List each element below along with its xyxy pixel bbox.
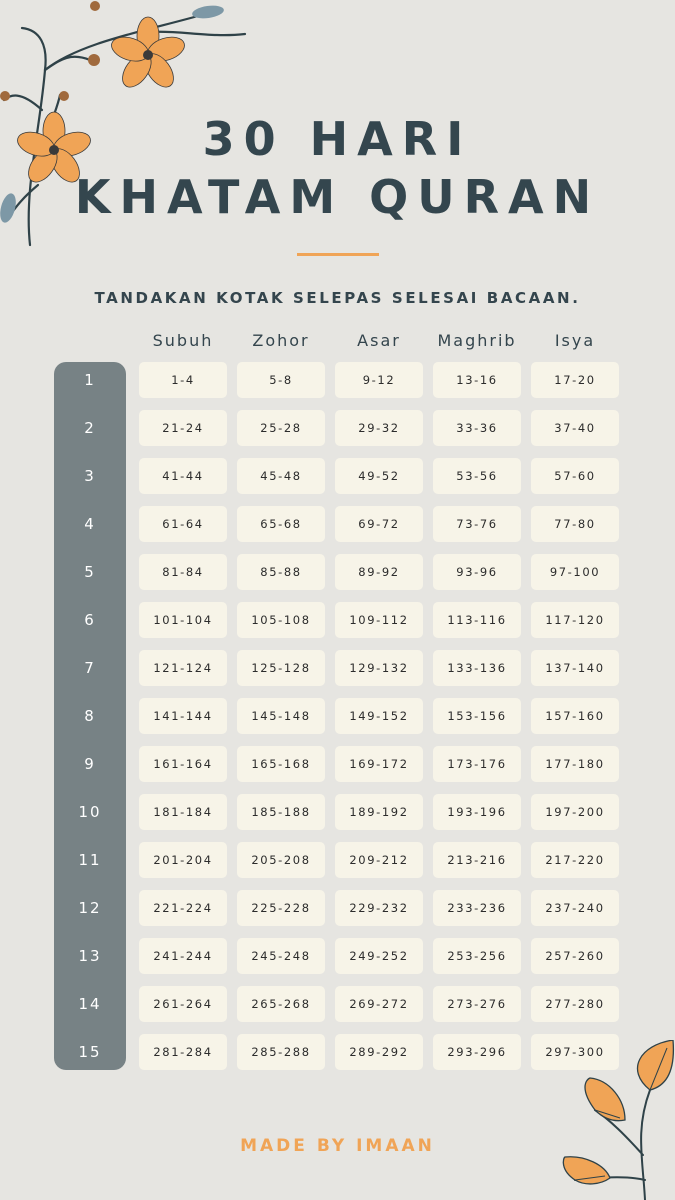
reading-checkbox-cell[interactable]: 241-244 [139, 938, 227, 974]
reading-checkbox-cell[interactable]: 85-88 [237, 554, 325, 590]
reading-checkbox-cell[interactable]: 225-228 [237, 890, 325, 926]
reading-checkbox-cell[interactable]: 125-128 [237, 650, 325, 686]
footer-credit: MADE BY IMAAN [240, 1136, 435, 1156]
reading-checkbox-cell[interactable]: 49-52 [335, 458, 423, 494]
reading-checkbox-cell[interactable]: 13-16 [433, 362, 521, 398]
reading-checkbox-cell[interactable]: 89-92 [335, 554, 423, 590]
reading-checkbox-cell[interactable]: 105-108 [237, 602, 325, 638]
reading-checkbox-cell[interactable]: 273-276 [433, 986, 521, 1022]
reading-checkbox-cell[interactable]: 45-48 [237, 458, 325, 494]
day-number: 10 [78, 803, 102, 821]
reading-checkbox-cell[interactable]: 293-296 [433, 1034, 521, 1070]
reading-checkbox-cell[interactable]: 149-152 [335, 698, 423, 734]
reading-checkbox-cell[interactable]: 141-144 [139, 698, 227, 734]
reading-checkbox-cell[interactable]: 197-200 [531, 794, 619, 830]
reading-checkbox-cell[interactable]: 221-224 [139, 890, 227, 926]
instruction-text: TANDAKAN KOTAK SELEPAS SELESAI BACAAN. [94, 289, 581, 307]
reading-checkbox-cell[interactable]: 121-124 [139, 650, 227, 686]
reading-checkbox-cell[interactable]: 193-196 [433, 794, 521, 830]
reading-checkbox-cell[interactable]: 5-8 [237, 362, 325, 398]
reading-checkbox-cell[interactable]: 201-204 [139, 842, 227, 878]
reading-checkbox-cell[interactable]: 33-36 [433, 410, 521, 446]
reading-checkbox-cell[interactable]: 101-104 [139, 602, 227, 638]
day-number: 6 [84, 611, 96, 629]
reading-checkbox-cell[interactable]: 137-140 [531, 650, 619, 686]
column-header-asar: Asar [357, 331, 401, 350]
reading-checkbox-cell[interactable]: 253-256 [433, 938, 521, 974]
day-number: 14 [78, 995, 102, 1013]
reading-checkbox-cell[interactable]: 217-220 [531, 842, 619, 878]
reading-checkbox-cell[interactable]: 109-112 [335, 602, 423, 638]
reading-checkbox-cell[interactable]: 285-288 [237, 1034, 325, 1070]
day-number: 9 [84, 755, 96, 773]
reading-checkbox-cell[interactable]: 237-240 [531, 890, 619, 926]
day-number: 11 [78, 851, 102, 869]
day-number: 15 [78, 1043, 102, 1061]
title-line-2: KHATAM QURAN [74, 170, 601, 224]
reading-checkbox-cell[interactable]: 289-292 [335, 1034, 423, 1070]
reading-checkbox-cell[interactable]: 257-260 [531, 938, 619, 974]
column-header-isya: Isya [554, 331, 596, 350]
column-header-zohor: Zohor [252, 331, 310, 350]
reading-checkbox-cell[interactable]: 21-24 [139, 410, 227, 446]
reading-checkbox-cell[interactable]: 61-64 [139, 506, 227, 542]
day-number: 12 [78, 899, 102, 917]
reading-checkbox-cell[interactable]: 57-60 [531, 458, 619, 494]
column-header-maghrib: Maghrib [437, 331, 517, 350]
reading-checkbox-cell[interactable]: 17-20 [531, 362, 619, 398]
reading-checkbox-cell[interactable]: 77-80 [531, 506, 619, 542]
reading-checkbox-cell[interactable]: 265-268 [237, 986, 325, 1022]
reading-checkbox-cell[interactable]: 165-168 [237, 746, 325, 782]
reading-checkbox-cell[interactable]: 1-4 [139, 362, 227, 398]
reading-checkbox-cell[interactable]: 153-156 [433, 698, 521, 734]
reading-checkbox-cell[interactable]: 213-216 [433, 842, 521, 878]
reading-checkbox-cell[interactable]: 117-120 [531, 602, 619, 638]
reading-checkbox-cell[interactable]: 161-164 [139, 746, 227, 782]
reading-checkbox-cell[interactable]: 145-148 [237, 698, 325, 734]
reading-checkbox-cell[interactable]: 277-280 [531, 986, 619, 1022]
day-number: 13 [78, 947, 102, 965]
reading-checkbox-cell[interactable]: 53-56 [433, 458, 521, 494]
reading-checkbox-cell[interactable]: 181-184 [139, 794, 227, 830]
reading-checkbox-cell[interactable]: 249-252 [335, 938, 423, 974]
reading-checkbox-cell[interactable]: 177-180 [531, 746, 619, 782]
reading-checkbox-cell[interactable]: 25-28 [237, 410, 325, 446]
reading-checkbox-cell[interactable]: 97-100 [531, 554, 619, 590]
column-header-subuh: Subuh [152, 331, 214, 350]
day-number: 8 [84, 707, 96, 725]
reading-checkbox-cell[interactable]: 129-132 [335, 650, 423, 686]
day-number: 1 [84, 371, 96, 389]
reading-checkbox-cell[interactable]: 93-96 [433, 554, 521, 590]
reading-checkbox-cell[interactable]: 189-192 [335, 794, 423, 830]
reading-checkbox-cell[interactable]: 169-172 [335, 746, 423, 782]
reading-checkbox-cell[interactable]: 205-208 [237, 842, 325, 878]
reading-checkbox-cell[interactable]: 113-116 [433, 602, 521, 638]
reading-checkbox-cell[interactable]: 261-264 [139, 986, 227, 1022]
reading-checkbox-cell[interactable]: 73-76 [433, 506, 521, 542]
reading-checkbox-cell[interactable]: 65-68 [237, 506, 325, 542]
reading-checkbox-cell[interactable]: 41-44 [139, 458, 227, 494]
reading-checkbox-cell[interactable]: 269-272 [335, 986, 423, 1022]
reading-checkbox-cell[interactable]: 245-248 [237, 938, 325, 974]
day-number: 3 [84, 467, 96, 485]
reading-checkbox-cell[interactable]: 29-32 [335, 410, 423, 446]
reading-checkbox-cell[interactable]: 69-72 [335, 506, 423, 542]
reading-checkbox-cell[interactable]: 209-212 [335, 842, 423, 878]
reading-checkbox-cell[interactable]: 81-84 [139, 554, 227, 590]
reading-checkbox-cell[interactable]: 233-236 [433, 890, 521, 926]
reading-checkbox-cell[interactable]: 133-136 [433, 650, 521, 686]
title-divider [297, 253, 379, 256]
day-number: 2 [84, 419, 96, 437]
title-line-1: 30 HARI [202, 112, 473, 166]
day-number: 4 [84, 515, 96, 533]
reading-checkbox-cell[interactable]: 229-232 [335, 890, 423, 926]
reading-checkbox-cell[interactable]: 297-300 [531, 1034, 619, 1070]
day-number: 7 [84, 659, 96, 677]
reading-checkbox-cell[interactable]: 281-284 [139, 1034, 227, 1070]
reading-checkbox-cell[interactable]: 9-12 [335, 362, 423, 398]
reading-checkbox-cell[interactable]: 37-40 [531, 410, 619, 446]
reading-checkbox-cell[interactable]: 157-160 [531, 698, 619, 734]
reading-checkbox-cell[interactable]: 185-188 [237, 794, 325, 830]
reading-checkbox-cell[interactable]: 173-176 [433, 746, 521, 782]
day-number: 5 [84, 563, 96, 581]
